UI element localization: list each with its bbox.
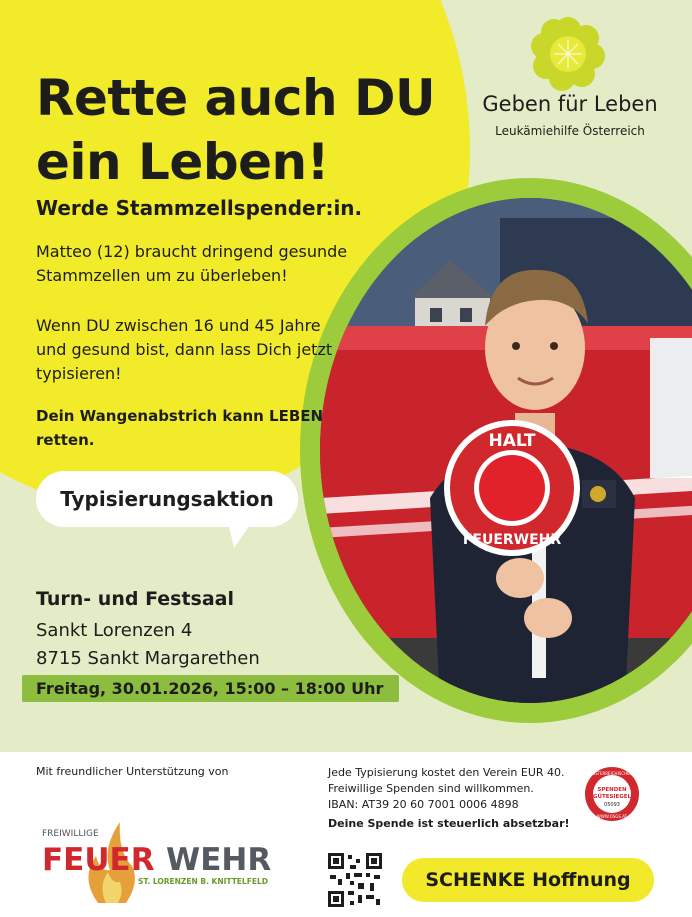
feuerwehr-logo <box>40 808 290 908</box>
sign-top-text: HALT <box>488 431 536 451</box>
fee-line: Jede Typisierung kostet den Verein EUR 40. <box>328 766 565 779</box>
seal-url: WWW.OSGS.AT <box>596 814 628 819</box>
donation-seal-icon <box>584 766 640 822</box>
logo-subtitle: Leukämiehilfe Österreich <box>495 124 645 138</box>
paragraph-eligibility: Wenn DU zwischen 16 und 45 Jahre und gesund bist, dann lass Dich jetzt typisieren! <box>36 316 333 383</box>
speech-bubble-text: Typisierungsaktion <box>60 487 274 511</box>
headline-line2: ein Leben! <box>36 133 329 191</box>
tax-note: Deine Spende ist steuerlich absetzbar! <box>328 817 570 830</box>
paragraph-swab: Dein Wangenabstrich kann LEBEN retten. <box>36 407 324 449</box>
logo-name: Geben für Leben <box>482 92 658 116</box>
iban-line: IBAN: AT39 20 60 7001 0006 4898 <box>328 798 519 811</box>
headline <box>36 66 435 194</box>
flower-icon <box>530 16 606 92</box>
seal-mid1-text: SPENDEN <box>597 787 627 793</box>
fw-small-text: FREIWILLIGE <box>42 829 99 839</box>
sign-bottom-text: FEUERWEHR <box>462 532 562 548</box>
schenke-hoffnung-text: SCHENKE Hoffnung <box>425 869 631 891</box>
support-text: Mit freundlicher Unterstützung von <box>36 765 229 778</box>
seal-mid2-text: GÜTESIEGEL <box>592 794 632 800</box>
seal-top-text: ÖSTERREICHISCHES <box>591 771 633 776</box>
qr-code-icon <box>328 853 382 907</box>
seal-number: 05093 <box>604 802 620 808</box>
event-date-time: Freitag, 30.01.2026, 15:00 – 18:00 Uhr <box>36 679 384 698</box>
fw-feuer-text: FEUER <box>42 842 155 878</box>
fw-sub-text: ST. LORENZEN B. KNITTELFELD <box>138 877 268 886</box>
venue-address-city: 8715 Sankt Margarethen <box>36 648 260 669</box>
headline-line1: Rette auch DU <box>36 69 436 127</box>
subheadline: Werde Stammzellspender:in. <box>36 196 363 220</box>
venue-name: Turn- und Festsaal <box>36 588 235 610</box>
fw-wehr-text: WEHR <box>166 842 272 878</box>
paragraph-matteo: Matteo (12) braucht dringend gesunde Stammzellen um zu überleben! <box>36 242 348 285</box>
venue-address-street: Sankt Lorenzen 4 <box>36 620 193 641</box>
donation-line: Freiwillige Spenden sind willkommen. <box>328 782 534 795</box>
donation-info <box>328 765 568 813</box>
